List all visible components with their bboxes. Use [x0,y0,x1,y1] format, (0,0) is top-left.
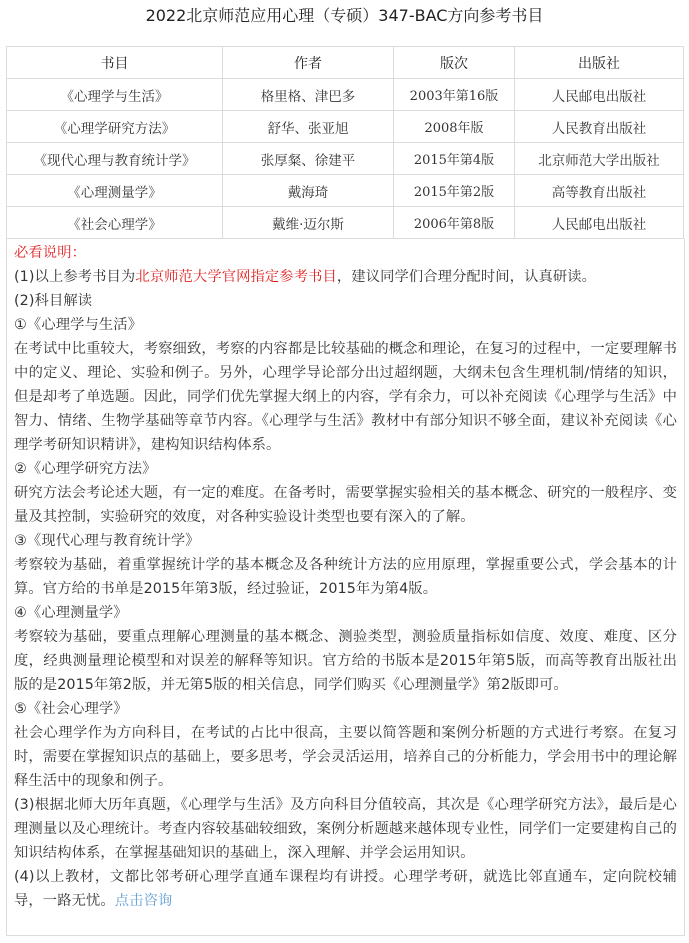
notes-heading: 必看说明： [14,245,86,261]
official-booklist-highlight: 北京师范大学官网指定参考书目 [135,269,337,285]
table-row [7,79,684,111]
page-title: 2022北京师范应用心理（专硕）347-BAC方向参考书目 [145,6,544,25]
subject-2-title: ②《心理学研究方法》 [14,461,157,477]
cell-edition: 2006年第8版 [394,207,515,239]
cell-author: 戴海琦 [223,175,394,207]
cell-edition: 2003年第16版 [394,79,515,111]
cell-book: 《现代心理与教育统计学》 [7,143,223,175]
subject-1-title: ①《心理学与生活》 [14,317,143,333]
cell-author: 格里格、津巴多 [223,79,394,111]
table-row [7,143,684,175]
note-2: (2)科目解读 [14,293,93,309]
reference-books-table [6,46,684,239]
subject-3-body: 考察较为基础，着重掌握统计学的基本概念及各种统计方法的应用原理，掌握重要公式，学会基本的计算。官方给的书单是2015年第3版，经过验证，2015年为第4版。 [14,557,677,597]
cell-publisher: 人民教育出版社 [515,111,684,143]
subject-5-body: 社会心理学作为方向科目，在考试的占比中很高，主要以简答题和案例分析题的方式进行考察。在复习时，需要在掌握知识点的基础上，要多思考，学会灵活运用，培养自己的分析能力，学会用书中的理论解释生活中的现象和例子。 [14,725,677,789]
header-author: 作者 [223,47,394,79]
cell-publisher: 高等教育出版社 [515,175,684,207]
header-edition: 版次 [394,47,515,79]
cell-publisher: 人民邮电出版社 [515,207,684,239]
subject-5-title: ⑤《社会心理学》 [14,701,128,717]
header-publisher: 出版社 [515,47,684,79]
subject-1-body: 在考试中比重较大，考察细致，考察的内容都是比较基础的概念和理论，在复习的过程中，一定要理解书中的定义、理论、实验和例子。另外，心理学导论部分出过超纲题，大纲未包含生理机制/情绪的知识，但是却考了单选题。因此，同学们优先掌握大纲上的内容，学有余力，可以补充阅读《心理学与生活》中智力、情绪、生物学基础等章节内容。《心理学与生活》教材中有部分知识不够全面，建议补充阅读《心理学考研知识精讲》，建构知识结构体系。 [14,341,677,453]
subject-3-title: ③《现代心理与教育统计学》 [14,533,200,549]
cell-edition: 2015年第2版 [394,175,515,207]
cell-author: 舒华、张亚旭 [223,111,394,143]
table-row [7,175,684,207]
note-4 [14,865,677,913]
consult-link[interactable]: 点击咨询 [114,893,173,909]
note-1-prefix: (1)以上参考书目为 [14,269,136,285]
subject-2-body: 研究方法会考论述大题，有一定的难度。在备考时，需要掌握实验相关的基本概念、研究的一般程序、变量及其控制，实验研究的效度，对各种实验设计类型也要有深入的了解。 [14,485,677,525]
subject-4-body: 考察较为基础，要重点理解心理测量的基本概念、测验类型，测验质量指标如信度、效度、难度、区分度，经典测量理论模型和对误差的解释等知识。官方给的书版本是2015年第5版，而高等教育出版社出版的是2015年第2版，并无第5版的相关信息，同学们购买《心理测量学》第2版即可。 [14,629,677,693]
cell-author: 张厚粲、徐建平 [223,143,394,175]
notes-section [6,239,685,936]
note-4-text: (4)以上教材，文都比邻考研心理学直通车课程均有讲授。心理学考研，就选比邻直通车，定向院校辅导，一路无忧。 [14,869,677,909]
cell-edition: 2008年版 [394,111,515,143]
header-book: 书目 [7,47,223,79]
subject-4-title: ④《心理测量学》 [14,605,128,621]
table-header-row [7,47,684,79]
cell-book: 《心理学研究方法》 [7,111,223,143]
table-row [7,111,684,143]
cell-author: 戴维·迈尔斯 [223,207,394,239]
cell-book: 《心理学与生活》 [7,79,223,111]
cell-book: 《心理测量学》 [7,175,223,207]
note-1-suffix: ，建议同学们合理分配时间，认真研读。 [336,269,597,285]
cell-edition: 2015年第4版 [394,143,515,175]
cell-publisher: 北京师范大学出版社 [515,143,684,175]
cell-book: 《社会心理学》 [7,207,223,239]
note-1 [14,265,677,289]
cell-publisher: 人民邮电出版社 [515,79,684,111]
note-3: (3)根据北师大历年真题，《心理学与生活》及方向科目分值较高，其次是《心理学研究方法》，最后是心理测量以及心理统计。考查内容较基础较细致，案例分析题越来越体现专业性，同学们一定要建构自己的知识结构体系，在掌握基础知识的基础上，深入理解、并学会运用知识。 [14,797,677,861]
table-row [7,207,684,239]
